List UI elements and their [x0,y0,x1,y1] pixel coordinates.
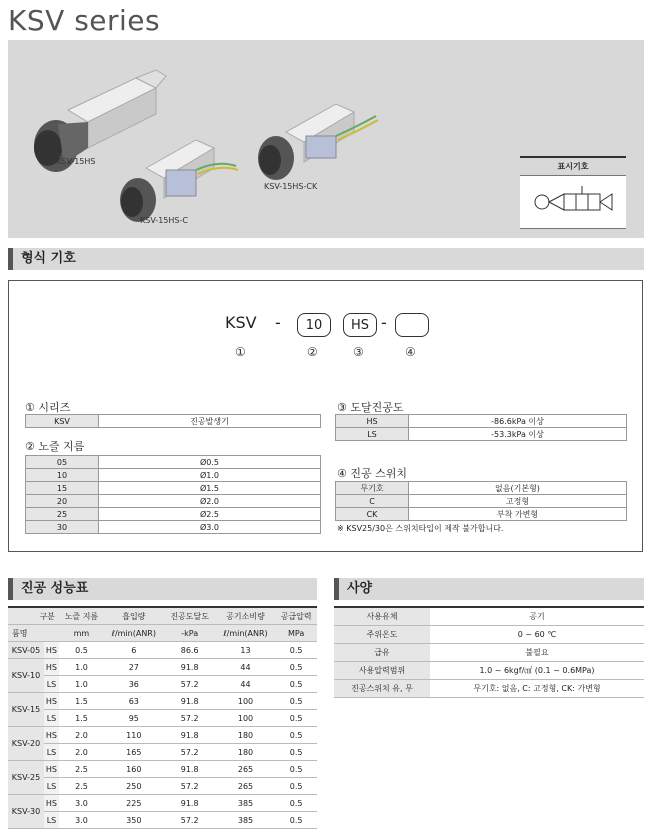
table-row [334,644,644,662]
table-row [336,495,627,508]
table-cell: 불필요 [430,644,644,662]
type-cell: LS [44,676,59,693]
table-header: 공급압력 [275,607,317,625]
value-cell: 6 [104,642,164,659]
value-cell: 110 [104,727,164,744]
table-header: 노즐 지름 [59,607,104,625]
value-cell: 225 [104,795,164,812]
product-photo-area [8,40,644,238]
value-cell: 0.5 [275,659,317,676]
value-cell: 0.5 [275,693,317,710]
table-cell: -53.3kPa 이상 [409,428,627,441]
value-cell: 0.5 [275,812,317,829]
value-cell: 100 [216,693,276,710]
value-cell: 91.8 [164,761,216,778]
value-cell: 44 [216,659,276,676]
value-cell: 0.5 [275,744,317,761]
table-row [8,795,317,812]
value-cell: 27 [104,659,164,676]
table-row [8,693,317,710]
value-cell: 350 [104,812,164,829]
table-row [26,521,321,534]
value-cell: 3.0 [59,795,104,812]
table-row [334,662,644,680]
table-header: 구분 [8,607,59,625]
table-cell: 05 [26,456,99,469]
table-row [334,607,644,626]
value-cell: 0.5 [59,642,104,659]
table-row [26,482,321,495]
performance-table [8,606,317,829]
table-header: 공기소비량 [216,607,276,625]
code-dash-1: - [275,313,281,332]
table-cell: Ø1.0 [99,469,321,482]
value-cell: 1.0 [59,659,104,676]
value-cell: 385 [216,795,276,812]
type-cell: LS [44,744,59,761]
code-switch-box [395,313,429,337]
value-cell: 57.2 [164,812,216,829]
nozzle-table [25,455,321,534]
model-section-heading: 형식 기호 [8,248,644,270]
value-cell: 57.2 [164,744,216,761]
symbol-label: 표시기호 [520,156,626,176]
perf-section-heading: 진공 성능표 [8,578,317,600]
table-cell: C [336,495,409,508]
value-cell: 91.8 [164,727,216,744]
value-cell: 1.5 [59,710,104,727]
model-code-box [8,280,643,552]
value-cell: 385 [216,812,276,829]
table-row [8,607,317,625]
type-cell: HS [44,761,59,778]
value-cell: 95 [104,710,164,727]
table-row [8,659,317,676]
type-cell: HS [44,727,59,744]
table-header: -kPa [164,625,216,642]
spec-table [334,606,644,698]
table-cell: Ø1.5 [99,482,321,495]
value-cell: 250 [104,778,164,795]
value-cell: 0.5 [275,778,317,795]
model-cell: KSV-20 [8,727,44,761]
code-size-box: 10 [297,313,331,337]
series-title: ① 시리즈 [25,401,71,414]
value-cell: 265 [216,761,276,778]
table-header: ℓ/min(ANR) [216,625,276,642]
table-cell: 무기호 [336,482,409,495]
value-cell: 2.0 [59,744,104,761]
table-cell: 사용압력범위 [334,662,430,680]
value-cell: 63 [104,693,164,710]
table-row [26,415,321,428]
marker-3: ③ [353,345,364,359]
type-cell: HS [44,642,59,659]
vacuum-title: ③ 도달진공도 [337,401,404,414]
ejector-symbol-icon [520,176,626,228]
value-cell: 36 [104,676,164,693]
table-header: MPa [275,625,317,642]
type-cell: LS [44,778,59,795]
value-cell: 3.0 [59,812,104,829]
symbol-box [520,156,626,226]
value-cell: 91.8 [164,693,216,710]
table-row [8,710,317,727]
table-row [334,626,644,644]
table-row [334,680,644,698]
switch-table [335,481,627,521]
nozzle-title: ② 노즐 지름 [25,440,85,453]
caption-ksv-15hs-c: KSV-15HS-C [140,216,188,225]
value-cell: 160 [104,761,164,778]
table-row [8,744,317,761]
code-prefix: KSV [225,313,257,332]
table-cell: HS [336,415,409,428]
product-photo-1 [34,70,166,172]
product-photo-3 [258,104,378,180]
table-cell: 0 ~ 60 ℃ [430,626,644,644]
table-cell: 주위온도 [334,626,430,644]
type-cell: HS [44,659,59,676]
value-cell: 0.5 [275,642,317,659]
table-cell: -86.6kPa 이상 [409,415,627,428]
table-cell: 무기호: 없음, C: 고정형, CK: 가변형 [430,680,644,698]
table-cell: 1.0 ~ 6kgf/㎠ (0.1 ~ 0.6MPa) [430,662,644,680]
table-header: 품명 [8,625,59,642]
spec-section-heading: 사양 [334,578,644,600]
table-row [336,428,627,441]
table-header: ℓ/min(ANR) [104,625,164,642]
table-cell: 진공스위치 유, 무 [334,680,430,698]
type-cell: LS [44,710,59,727]
table-cell: LS [336,428,409,441]
value-cell: 265 [216,778,276,795]
table-cell: Ø2.5 [99,508,321,521]
table-header: mm [59,625,104,642]
value-cell: 180 [216,744,276,761]
table-row [336,415,627,428]
table-cell: 10 [26,469,99,482]
table-cell: 진공발생기 [99,415,321,428]
table-row [8,676,317,693]
value-cell: 2.5 [59,778,104,795]
product-photo-2 [120,140,238,222]
value-cell: 0.5 [275,710,317,727]
code-dash-2: - [381,313,387,332]
table-cell: 30 [26,521,99,534]
model-cell: KSV-05 [8,642,44,659]
model-cell: KSV-10 [8,659,44,693]
table-header: 흡입량 [104,607,164,625]
table-cell: 고정형 [409,495,627,508]
value-cell: 0.5 [275,676,317,693]
value-cell: 0.5 [275,795,317,812]
table-row [8,625,317,642]
table-cell: CK [336,508,409,521]
value-cell: 91.8 [164,659,216,676]
marker-1: ① [235,345,246,359]
switch-title: ④ 진공 스위치 [337,467,407,480]
value-cell: 0.5 [275,761,317,778]
table-cell: KSV [26,415,99,428]
table-row [8,778,317,795]
value-cell: 13 [216,642,276,659]
marker-4: ④ [405,345,416,359]
table-row [8,761,317,778]
value-cell: 100 [216,710,276,727]
marker-2: ② [307,345,318,359]
table-cell: 급유 [334,644,430,662]
table-row [8,812,317,829]
page-title: KSV series [8,4,161,37]
table-cell: 없음(기본형) [409,482,627,495]
type-cell: HS [44,795,59,812]
table-cell: 부착 가변형 [409,508,627,521]
table-header: 진공도달도 [164,607,216,625]
value-cell: 2.5 [59,761,104,778]
caption-ksv-15hs: KSV-15HS [56,157,96,166]
table-row [8,727,317,744]
value-cell: 57.2 [164,676,216,693]
value-cell: 86.6 [164,642,216,659]
value-cell: 0.5 [275,727,317,744]
table-row [26,456,321,469]
table-row [26,469,321,482]
table-cell: 공기 [430,607,644,626]
model-cell: KSV-30 [8,795,44,829]
table-row [336,482,627,495]
model-cell: KSV-15 [8,693,44,727]
value-cell: 2.0 [59,727,104,744]
table-cell: 25 [26,508,99,521]
caption-ksv-15hs-ck: KSV-15HS-CK [264,182,318,191]
type-cell: LS [44,812,59,829]
model-cell: KSV-25 [8,761,44,795]
value-cell: 1.0 [59,676,104,693]
table-row [8,642,317,659]
table-cell: 사용유체 [334,607,430,626]
code-level-box: HS [343,313,377,337]
value-cell: 1.5 [59,693,104,710]
value-cell: 180 [216,727,276,744]
table-row [26,495,321,508]
value-cell: 57.2 [164,778,216,795]
table-cell: 20 [26,495,99,508]
switch-note: ※ KSV25/30은 스위치타입이 제작 불가합니다. [337,524,504,533]
table-row [336,508,627,521]
table-cell: Ø3.0 [99,521,321,534]
value-cell: 44 [216,676,276,693]
table-row [26,508,321,521]
value-cell: 91.8 [164,795,216,812]
table-cell: Ø0.5 [99,456,321,469]
table-cell: Ø2.0 [99,495,321,508]
value-cell: 165 [104,744,164,761]
table-cell: 15 [26,482,99,495]
value-cell: 57.2 [164,710,216,727]
vacuum-table [335,414,627,441]
type-cell: HS [44,693,59,710]
series-table [25,414,321,428]
